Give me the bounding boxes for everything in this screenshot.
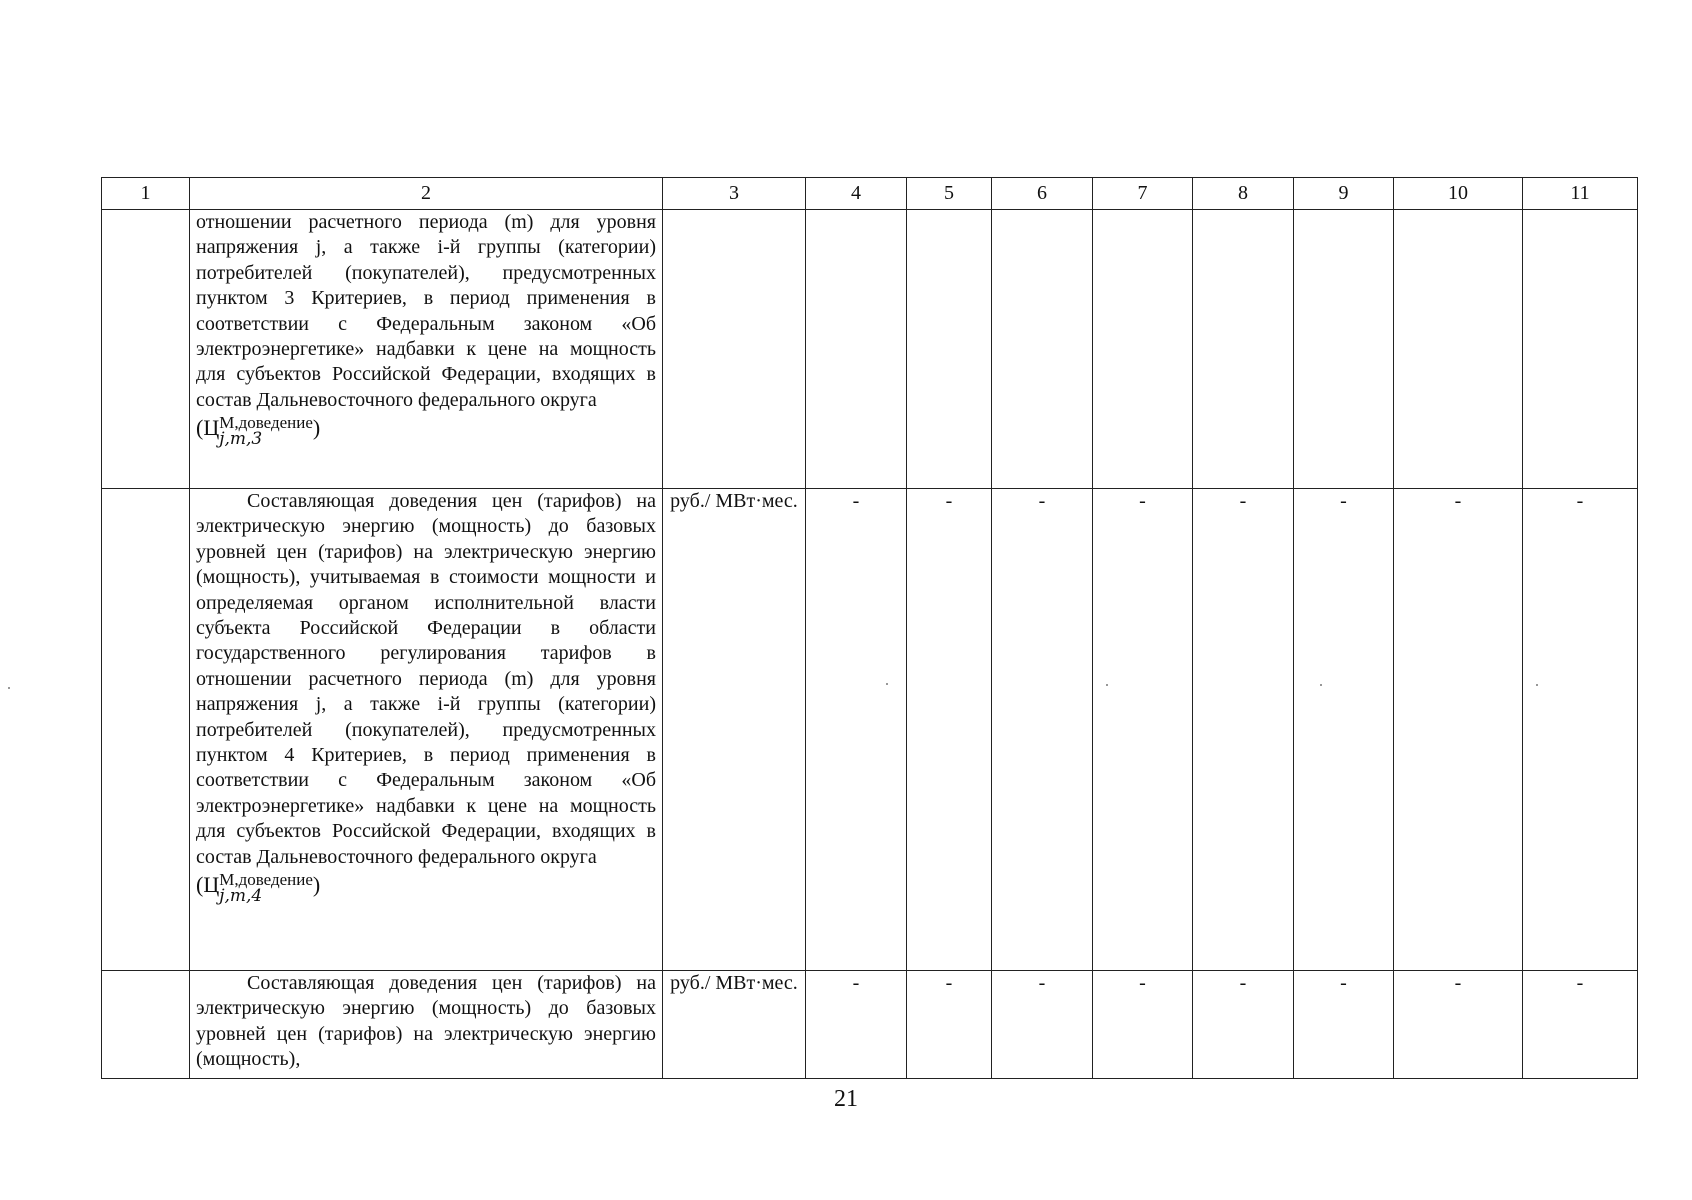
description-cell [190,210,663,489]
value-cell: - [1294,971,1394,1079]
number-cell [102,489,190,971]
value-cell [1093,210,1193,489]
header-cell: 8 [1193,178,1294,210]
scan-speck [1106,684,1108,686]
value-cell: - [806,489,907,971]
value-cell [806,210,907,489]
tariff-table [101,177,1638,1079]
value-cell [1294,210,1394,489]
header-cell: 11 [1523,178,1638,210]
header-cell: 10 [1394,178,1523,210]
value-cell: - [992,489,1093,971]
formula-subscript: j,m,3 [219,429,263,450]
scan-speck [1320,684,1322,686]
formula-open: (Ц [196,872,220,898]
table-row [102,210,1638,489]
description-cell [190,971,663,1079]
scan-speck [886,683,888,685]
header-cell: 7 [1093,178,1193,210]
description-text: отношении расчетного периода (m) для уровня напряжения j, а также i-й группы (категории) потребителей (покупателей), предусмотренных пунктом 3 Критериев, в период применения в соответствии с Федеральным законом «Об электроэнергетике» надбавки к цене на мощность для субъектов Российской Федерации, входящих в состав Дальневосточного федерального округа [196,211,656,411]
header-cell: 3 [663,178,806,210]
table-row [102,489,1638,971]
value-cell: - [806,971,907,1079]
header-cell: 6 [992,178,1093,210]
value-cell: - [1394,971,1523,1079]
formula-close: ) [312,872,321,898]
unit-cell [663,210,806,489]
value-cell: - [992,971,1093,1079]
unit-cell: руб./ МВт·мес. [663,489,806,971]
value-cell [1193,210,1294,489]
description-cell [190,489,663,971]
header-cell: 1 [102,178,190,210]
scan-speck [1536,684,1538,686]
formula-superscript: М,доведение [219,870,313,890]
formula-symbol [196,413,656,450]
description-text: Составляющая доведения цен (тарифов) на электрическую энергию (мощность) до базовых уровней цен (тарифов) на электрическую энергию (мощность), учитываемая в стоимости мощности и определяемая органом исполнительной власти субъекта Российской Федерации в области государственного регулирования тарифов в отношении расчетного периода (m) для уровня напряжения j, а также i-й группы (категории) потребителей (покупателей), предусмотренных пунктом 4 Критериев, в период применения в соответствии с Федеральным законом «Об электроэнергетике» надбавки к цене на мощность для субъектов Российской Федерации, входящих в состав Дальневосточного федерального округа [196,490,656,868]
header-cell: 5 [907,178,992,210]
value-cell: - [1394,489,1523,971]
formula-superscript: М,доведение [219,413,313,433]
header-row [102,178,1638,210]
value-cell [907,210,992,489]
value-cell: - [907,971,992,1079]
formula-subscript: j,m,4 [219,886,263,907]
value-cell: - [1193,971,1294,1079]
unit-cell: руб./ МВт·мес. [663,971,806,1079]
header-cell: 4 [806,178,907,210]
value-cell [1394,210,1523,489]
scan-speck [8,687,10,689]
formula-indices [219,870,313,907]
header-cell: 9 [1294,178,1394,210]
value-cell: - [907,489,992,971]
value-cell: - [1093,489,1193,971]
value-cell: - [1523,971,1638,1079]
value-cell: - [1093,971,1193,1079]
value-cell: - [1294,489,1394,971]
value-cell [1523,210,1638,489]
value-cell: - [1193,489,1294,971]
number-cell [102,971,190,1079]
number-cell [102,210,190,489]
formula-close: ) [312,415,321,441]
description-text: Составляющая доведения цен (тарифов) на электрическую энергию (мощность) до базовых уровней цен (тарифов) на электрическую энергию (мощность), [196,972,656,1071]
value-cell: - [1523,489,1638,971]
table-row [102,971,1638,1079]
formula-indices [219,413,313,450]
page-number: 21 [834,1086,858,1112]
value-cell [992,210,1093,489]
header-cell: 2 [190,178,663,210]
formula-open: (Ц [196,415,220,441]
formula-symbol [196,870,656,907]
